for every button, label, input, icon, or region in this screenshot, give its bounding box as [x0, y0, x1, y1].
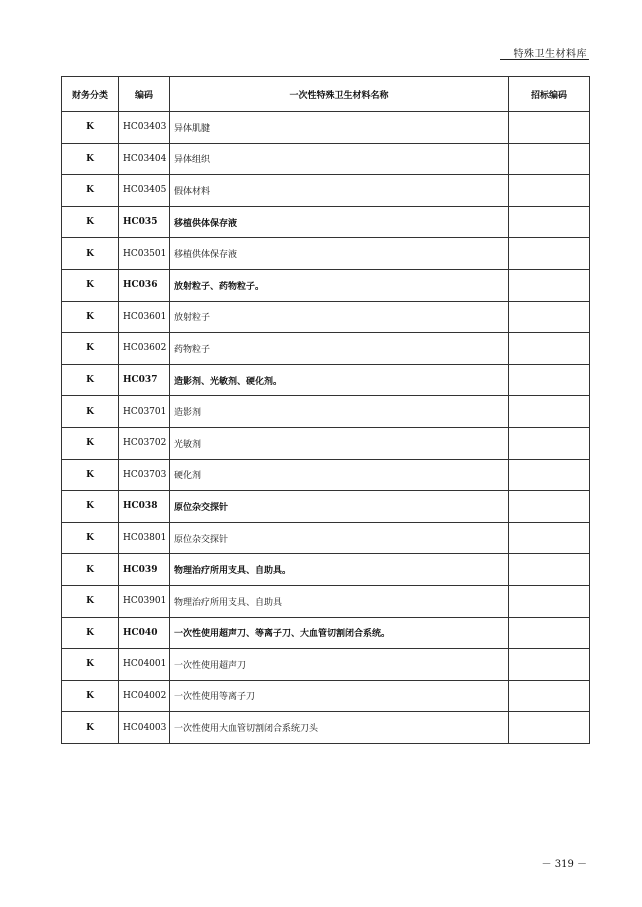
table-row [62, 333, 590, 365]
cell-category: K [62, 554, 119, 586]
table-row [62, 301, 590, 333]
cell-bid-code [509, 585, 590, 617]
cell-category: K [62, 112, 119, 144]
table-row [62, 112, 590, 144]
cell-bid-code [509, 175, 590, 207]
cell-bid-code [509, 712, 590, 744]
header-rule [500, 59, 589, 60]
column-header-category: 财务分类 [62, 77, 119, 112]
cell-code: HC035 [119, 206, 170, 238]
table-row [62, 427, 590, 459]
table-row [62, 491, 590, 523]
cell-name: 一次性使用超声刀、等离子刀、大血管切割闭合系统。 [170, 617, 509, 649]
cell-bid-code [509, 491, 590, 523]
cell-code: HC03703 [119, 459, 170, 491]
cell-name: 一次性使用等离子刀 [170, 680, 509, 712]
table-row [62, 522, 590, 554]
cell-category: K [62, 712, 119, 744]
table-row [62, 459, 590, 491]
cell-bid-code [509, 522, 590, 554]
cell-code: HC03901 [119, 585, 170, 617]
column-header-code: 编码 [119, 77, 170, 112]
cell-category: K [62, 143, 119, 175]
cell-code: HC03403 [119, 112, 170, 144]
cell-category: K [62, 649, 119, 681]
cell-code: HC04003 [119, 712, 170, 744]
cell-bid-code [509, 554, 590, 586]
table-row [62, 269, 590, 301]
cell-category: K [62, 491, 119, 523]
table-row [62, 175, 590, 207]
cell-category: K [62, 238, 119, 270]
cell-category: K [62, 301, 119, 333]
cell-name: 移植供体保存液 [170, 206, 509, 238]
cell-category: K [62, 396, 119, 428]
cell-category: K [62, 364, 119, 396]
cell-code: HC04001 [119, 649, 170, 681]
cell-name: 造影剂、光敏剂、硬化剂。 [170, 364, 509, 396]
cell-bid-code [509, 238, 590, 270]
cell-name: 一次性使用超声刀 [170, 649, 509, 681]
cell-name: 放射粒子、药物粒子。 [170, 269, 509, 301]
page-number: － 319 － [541, 859, 587, 870]
cell-category: K [62, 269, 119, 301]
cell-name: 原位杂交探针 [170, 522, 509, 554]
cell-bid-code [509, 649, 590, 681]
cell-bid-code [509, 396, 590, 428]
table-row [62, 143, 590, 175]
cell-name: 药物粒子 [170, 333, 509, 365]
cell-name: 光敏剂 [170, 427, 509, 459]
cell-category: K [62, 617, 119, 649]
cell-name: 假体材料 [170, 175, 509, 207]
cell-name: 造影剂 [170, 396, 509, 428]
cell-code: HC04002 [119, 680, 170, 712]
cell-bid-code [509, 112, 590, 144]
cell-category: K [62, 522, 119, 554]
cell-bid-code [509, 617, 590, 649]
table-row [62, 364, 590, 396]
table-body [62, 112, 590, 744]
table-row [62, 649, 590, 681]
cell-bid-code [509, 333, 590, 365]
cell-name: 硬化剂 [170, 459, 509, 491]
table-row [62, 396, 590, 428]
cell-code: HC03801 [119, 522, 170, 554]
cell-category: K [62, 206, 119, 238]
cell-category: K [62, 585, 119, 617]
materials-table [61, 76, 590, 744]
cell-category: K [62, 459, 119, 491]
table-row [62, 585, 590, 617]
cell-code: HC03702 [119, 427, 170, 459]
cell-name: 物理治疗所用支具、自助具。 [170, 554, 509, 586]
table-row [62, 617, 590, 649]
cell-bid-code [509, 143, 590, 175]
cell-code: HC040 [119, 617, 170, 649]
cell-code: HC037 [119, 364, 170, 396]
table-row [62, 680, 590, 712]
column-header-bid-code: 招标编码 [509, 77, 590, 112]
cell-name: 异体肌腱 [170, 112, 509, 144]
cell-bid-code [509, 459, 590, 491]
table-row [62, 206, 590, 238]
cell-code: HC03404 [119, 143, 170, 175]
cell-name: 原位杂交探针 [170, 491, 509, 523]
cell-code: HC038 [119, 491, 170, 523]
table-header-row [62, 77, 590, 112]
cell-bid-code [509, 680, 590, 712]
cell-code: HC03602 [119, 333, 170, 365]
cell-category: K [62, 680, 119, 712]
cell-code: HC03701 [119, 396, 170, 428]
cell-code: HC036 [119, 269, 170, 301]
cell-name: 移植供体保存液 [170, 238, 509, 270]
cell-category: K [62, 175, 119, 207]
cell-code: HC03405 [119, 175, 170, 207]
cell-bid-code [509, 364, 590, 396]
cell-name: 放射粒子 [170, 301, 509, 333]
table-row [62, 238, 590, 270]
table-row [62, 554, 590, 586]
cell-bid-code [509, 427, 590, 459]
cell-category: K [62, 333, 119, 365]
cell-code: HC03501 [119, 238, 170, 270]
cell-bid-code [509, 206, 590, 238]
cell-bid-code [509, 269, 590, 301]
column-header-name: 一次性特殊卫生材料名称 [170, 77, 509, 112]
cell-name: 异体组织 [170, 143, 509, 175]
cell-name: 一次性使用大血管切割闭合系统刀头 [170, 712, 509, 744]
running-header-title: 特殊卫生材料库 [513, 49, 587, 60]
cell-category: K [62, 427, 119, 459]
cell-bid-code [509, 301, 590, 333]
table-row [62, 712, 590, 744]
cell-name: 物理治疗所用支具、自助具 [170, 585, 509, 617]
cell-code: HC03601 [119, 301, 170, 333]
cell-code: HC039 [119, 554, 170, 586]
